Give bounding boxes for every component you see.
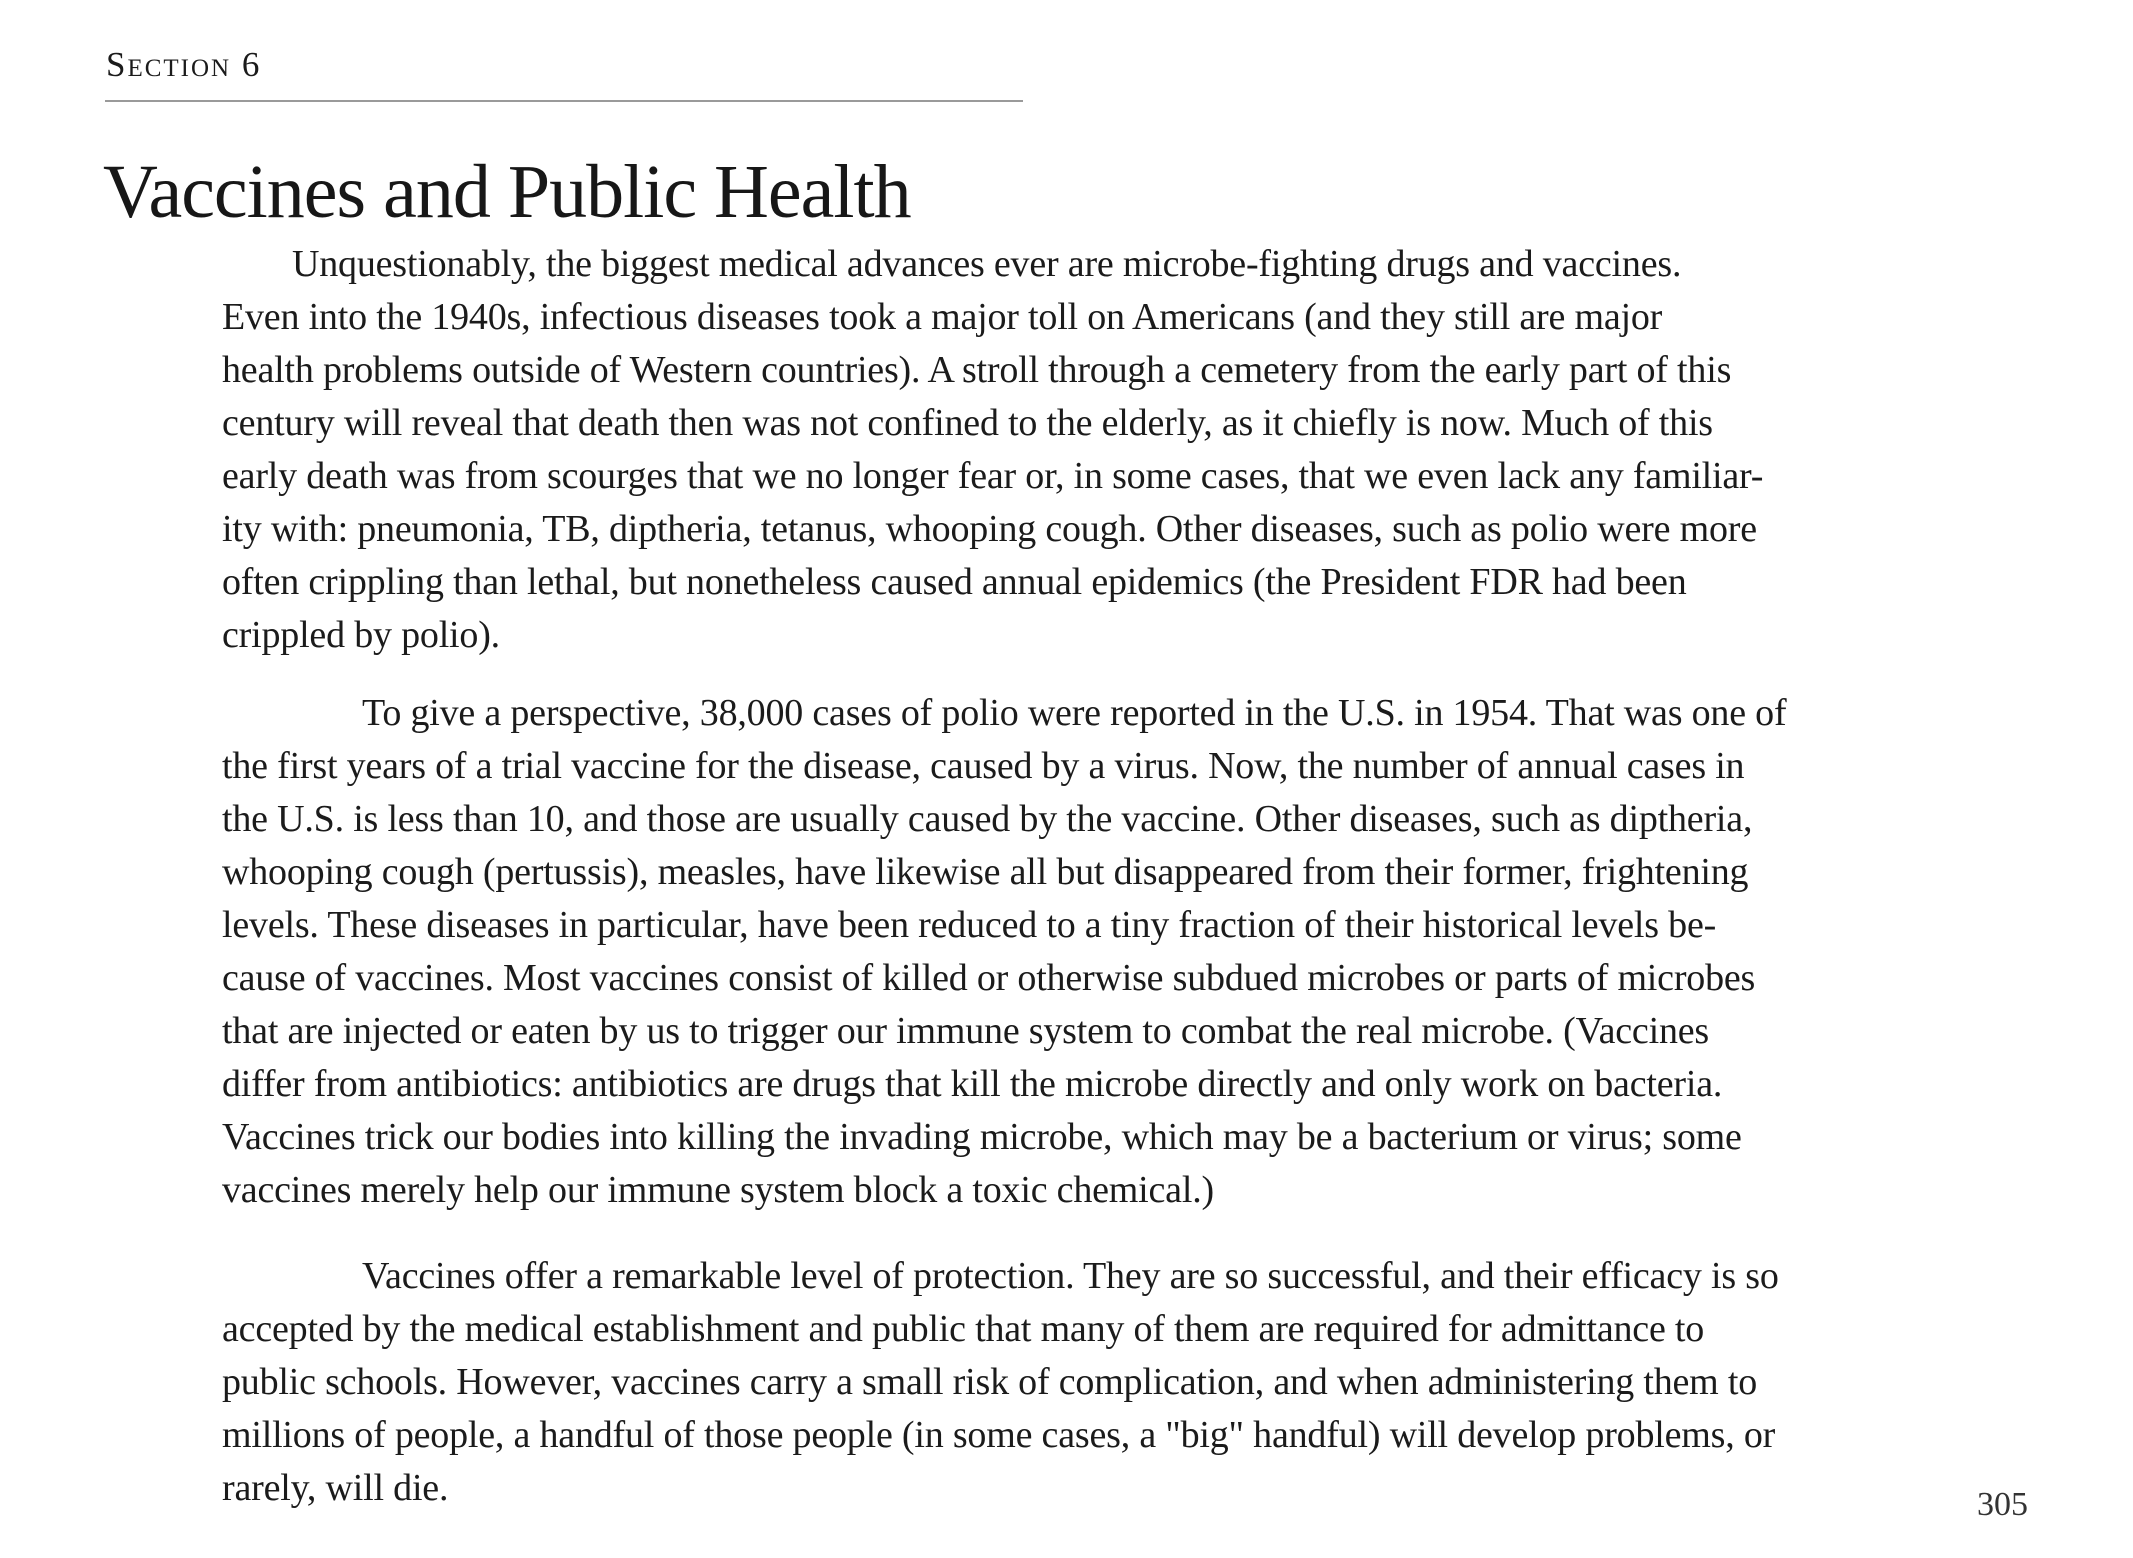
paragraph bbox=[222, 1250, 2032, 1515]
text-line: rarely, will die. bbox=[222, 1467, 449, 1509]
text-line: crippled by polio). bbox=[222, 614, 500, 656]
paragraph bbox=[222, 687, 2032, 1217]
page-number: 305 bbox=[1977, 1486, 2028, 1523]
text-line: whooping cough (pertussis), measles, have likewise all but disappeared from their former, frightening bbox=[222, 851, 1749, 893]
paragraph bbox=[222, 238, 2032, 662]
text-line: often crippling than lethal, but nonetheless caused annual epidemics (the President FDR had been bbox=[222, 561, 1687, 603]
text-line: Even into the 1940s, infectious diseases took a major toll on Americans (and they still are major bbox=[222, 296, 1663, 338]
text-line: differ from antibiotics: antibiotics are drugs that kill the microbe directly and only work on bacteria. bbox=[222, 1063, 1723, 1105]
text-line: Vaccines offer a remarkable level of protection. They are so successful, and their efficacy is so bbox=[362, 1255, 1779, 1297]
text-line: the U.S. is less than 10, and those are usually caused by the vaccine. Other diseases, such as diptheria, bbox=[222, 798, 1753, 840]
text-line: ity with: pneumonia, TB, diptheria, tetanus, whooping cough. Other diseases, such as polio were more bbox=[222, 508, 1757, 550]
text-line: levels. These diseases in particular, have been reduced to a tiny fraction of their historical levels be- bbox=[222, 904, 1717, 946]
page-title: Vaccines and Public Health bbox=[103, 149, 911, 234]
text-line: health problems outside of Western countries). A stroll through a cemetery from the early part of this bbox=[222, 349, 1732, 391]
text-line: To give a perspective, 38,000 cases of polio were reported in the U.S. in 1954. That was one of bbox=[362, 692, 1787, 734]
text-line: Vaccines trick our bodies into killing the invading microbe, which may be a bacterium or virus; some bbox=[222, 1116, 1742, 1158]
text-line: accepted by the medical establishment and public that many of them are required for admittance to bbox=[222, 1308, 1705, 1350]
section-label: Section 6 bbox=[106, 45, 262, 84]
text-line: vaccines merely help our immune system block a toxic chemical.) bbox=[222, 1169, 1214, 1211]
text-line: the first years of a trial vaccine for the disease, caused by a virus. Now, the number of annual cases in bbox=[222, 745, 1745, 787]
body-text bbox=[222, 238, 2032, 1515]
text-line: millions of people, a handful of those people (in some cases, a "big" handful) will develop problems, or bbox=[222, 1414, 1776, 1456]
text-line: early death was from scourges that we no longer fear or, in some cases, that we even lack any familiar- bbox=[222, 455, 1764, 497]
text-line: century will reveal that death then was not confined to the elderly, as it chiefly is now. Much of this bbox=[222, 402, 1713, 444]
section-rule-divider bbox=[105, 100, 1023, 102]
text-line: that are injected or eaten by us to trigger our immune system to combat the real microbe. (Vaccines bbox=[222, 1010, 1710, 1052]
text-line: public schools. However, vaccines carry a small risk of complication, and when administering them to bbox=[222, 1361, 1757, 1403]
text-line: Unquestionably, the biggest medical advances ever are microbe-fighting drugs and vaccines. bbox=[292, 243, 1682, 285]
text-line: cause of vaccines. Most vaccines consist of killed or otherwise subdued microbes or parts of microbes bbox=[222, 957, 1756, 999]
